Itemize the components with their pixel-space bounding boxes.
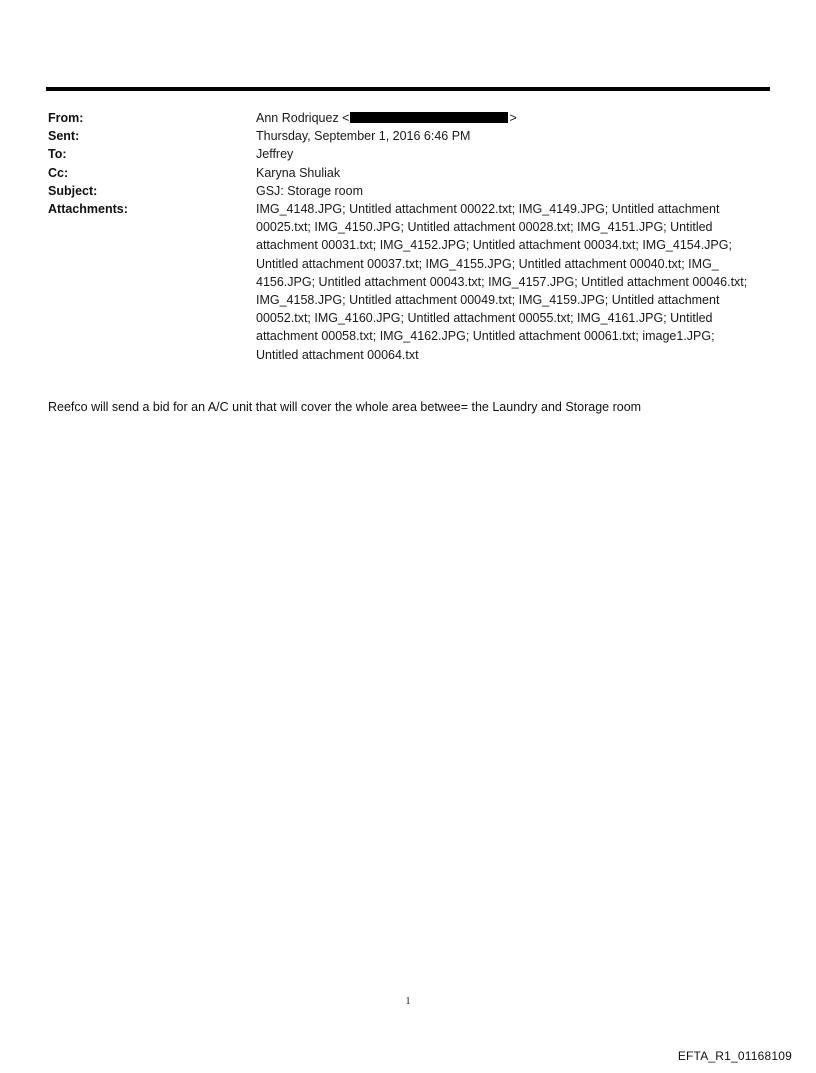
sent-value: Thursday, September 1, 2016 6:46 PM bbox=[256, 129, 471, 144]
cc-row bbox=[48, 164, 760, 182]
cc-value: Karyna Shuliak bbox=[256, 165, 341, 180]
from-label: From: bbox=[48, 111, 84, 125]
to-label: To: bbox=[48, 147, 67, 162]
sender-suffix: > bbox=[509, 111, 517, 125]
attachments-label: Attachments: bbox=[48, 202, 128, 217]
to-row bbox=[48, 145, 760, 163]
subject-value: GSJ: Storage room bbox=[256, 183, 363, 198]
sent-label: Sent: bbox=[48, 129, 80, 144]
cc-label: Cc: bbox=[48, 165, 69, 180]
page-number: 1 bbox=[405, 996, 411, 1007]
attachments-value: IMG_4148.JPG; Untitled attachment 00022.txt; IMG_4149.JPG; Untitled attachment 00025.txt; IMG_4150.JPG; Untitled attachment 00028.txt; IMG_4151.JPG; Untitled attachment 00031.txt; IMG_4152.JPG; Untitled attachment 00034.txt; IMG_4154.JPG; Untitled attachment 00037.txt; IMG_4155.JPG; Untitled attachment 00040.txt; IMG_ 4156.JPG; Untitled attachment 00043.txt; IMG_4157.JPG; Untitled attachment 00046.txt; IMG_4158.JPG; Untitled attachment 00049.txt; IMG_4159.JPG; Untitled attachment 00052.txt; IMG_4160.JPG; Untitled attachment 00055.txt; IMG_4161.JPG; Untitled attachment 00058.txt; IMG_4162.JPG; Untitled attachment 00061.txt; image1.JPG; Untitled attachment 00064.txt bbox=[256, 202, 748, 362]
email-header bbox=[48, 109, 760, 364]
sent-row bbox=[48, 127, 760, 145]
document-id: EFTA_R1_01168109 bbox=[677, 1049, 792, 1063]
header-divider bbox=[46, 87, 770, 91]
subject-label: Subject: bbox=[48, 183, 98, 198]
to-value: Jeffrey bbox=[256, 147, 294, 162]
attachments-row bbox=[48, 200, 760, 364]
subject-row bbox=[48, 182, 760, 200]
sender-name: Ann Rodriquez < bbox=[256, 111, 350, 125]
from-value bbox=[256, 109, 760, 127]
email-body: Reefco will send a bid for an A/C unit that will cover the whole area betwee= the Laundry and Storage room bbox=[48, 400, 642, 414]
from-row bbox=[48, 109, 760, 127]
redaction-block bbox=[350, 112, 508, 123]
